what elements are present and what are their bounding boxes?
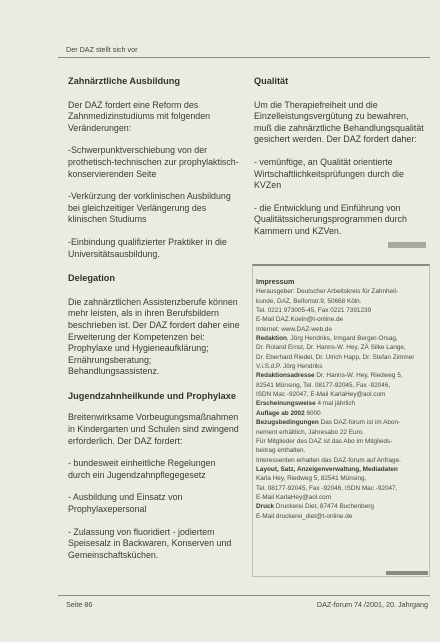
impressum-line: Tel. 0221 973005-45, Fax 0221 7391239 <box>256 307 372 315</box>
publication-info: DAZ-forum 74 /2001, 20. Jahrgang <box>316 600 428 609</box>
left-column <box>68 76 240 572</box>
paragraph: - die Entwicklung und Einführung von Qualitätssicherungsprogrammen durch Kammern und KZVen. <box>254 202 407 236</box>
paragraph: - bundesweit einheitliche Regelungen durch ein Jugendzahnpflegegesetz <box>68 458 216 480</box>
impressum-line: Bezugsbedingungen Das DAZ-forum ist im Abon- <box>256 419 401 427</box>
paragraph: Der DAZ fordert eine Reform des Zahnmedizinstudiums mit folgenden Veränderungen: <box>68 99 211 133</box>
running-header: Der DAZ stellt sich vor <box>66 45 138 54</box>
impressum-line: Dr. Eberhard Riedel, Dr. Ulrich Happ, Dr. Stefan Zimmer <box>256 353 415 361</box>
impressum-line: E-Mail druckerei_diet@t-online.de <box>256 512 353 520</box>
impressum-line: Druck Druckerei Diet, 87474 Buchenberg <box>256 503 374 511</box>
impressum-line: Tel. 08177-92045, Fax -92046, ISDN Mac -92047, <box>256 484 398 492</box>
decorative-bar <box>388 242 426 248</box>
impressum <box>256 277 428 521</box>
paragraph: -Schwerpunktverschiebung von der prothetisch-technischen zur prophylaktisch-konservierenden Seite <box>68 145 239 179</box>
header-rule <box>58 57 430 58</box>
impressum-line: E-Mail DAZ.Koeln@t-online.de <box>256 316 344 324</box>
page-number: Seite 86 <box>66 600 93 609</box>
heading-ausbildung: Zahnärztliche Ausbildung <box>68 76 180 86</box>
paragraph: Um die Therapiefreiheit und die Einzelleistungsvergütung zu bewahren, muß die zahnärztliche Behandlungsqualität gesichert werden. Der DAZ fordert daher: <box>254 99 424 145</box>
impressum-line: nement erhältlich, Jahresabo 22 Euro. <box>256 428 364 436</box>
paragraph: -Einbindung qualifizierter Praktiker in die Universitätsausbildung. <box>68 236 227 259</box>
impressum-line: Erscheinungsweise 4 mal jährlich <box>256 400 356 408</box>
impressum-line: Herausgeber: Deutscher Arbeitskreis für Zahnheil- <box>256 288 399 296</box>
impressum-line: Auflage ab 2002 6000 <box>256 409 321 417</box>
impressum-line: ISDN Mac -92047, E-Mail KarlaHey@aol.com <box>256 391 386 399</box>
impressum-line: Redaktion, Jörg Hendriks, Irmgard Berger-Orsag, <box>256 335 398 343</box>
paragraph: Breitenwirksame Vorbeugungsmaßnahmen in Kindergarten und Schulen sind zwingend erforderlich. Der DAZ fordert: <box>68 412 239 446</box>
paragraph: - Zulassung von fluoridiert - jodiertem Speisesalz in Backwaren, Konserven und Gemeinschaftsküchen. <box>68 526 232 560</box>
heading-qualitaet: Qualität <box>254 76 289 86</box>
paragraph: - Ausbildung und Einsatz von Prophylaxepersonal <box>68 492 183 515</box>
right-column <box>254 76 426 249</box>
paragraph: -Verkürzung der vorklinischen Ausbildung bei gleichzeitiger Verlängerung des klinischen Studiums <box>68 191 231 225</box>
impressum-title: Impressum <box>256 277 295 286</box>
heading-jugendzahnheilkunde: Jugendzahnheilkunde und Prophylaxe <box>68 390 236 401</box>
footer-rule <box>58 595 430 596</box>
impressum-line: Layout, Satz, Anzeigenverwaltung, Mediadaten <box>256 465 398 473</box>
impressum-line: 82541 Münsing, Tel. 08177-92045, Fax -92046, <box>256 381 391 389</box>
paragraph: - vemünftige, an Qualität orientierte Wirtschaftlichkeitsprüfungen durch die KVZen <box>254 156 404 191</box>
impressum-line: Karla Hey, Riedweg 5, 82541 Münsing, <box>256 475 367 483</box>
impressum-line: E-Mail KarlaHey@aol.com <box>256 493 332 501</box>
impressum-line: Für Mitglieder des DAZ ist das Abo im Mitglieds- <box>256 437 393 445</box>
impressum-line: Redaktionsadresse Dr. Hanns-W. Hey, Riedweg 5, <box>256 372 403 380</box>
decorative-bar <box>386 571 428 575</box>
impressum-line: Dr. Roland Ernst, Dr. Hanns-W. Hey, ZÄ Silke Lange, <box>256 344 406 352</box>
impressum-line: kunde, DAZ, Belfortstr.9, 50668 Köln. <box>256 297 362 305</box>
impressum-line: beitrag enthalten. <box>256 447 306 455</box>
impressum-line: Interessenten erhalten das DAZ-forum auf Anfrage. <box>256 456 401 464</box>
paragraph: Die zahnärztlichen Assistenzberufe können mehr leisten, als in ihren Berufsbildern beschrieben ist. Der DAZ fordert daher eine Erweiterung der Kompetenzen bei: Prophylaxe und Hygieneaufklärung; Ernährungsberatung; Behandlungsassistenz. <box>68 296 240 377</box>
impressum-line: Internet: www.DAZ-web.de <box>256 325 333 333</box>
heading-delegation: Delegation <box>68 273 115 284</box>
impressum-line: V.i.S.d.P. Jörg Hendriks <box>256 363 323 371</box>
